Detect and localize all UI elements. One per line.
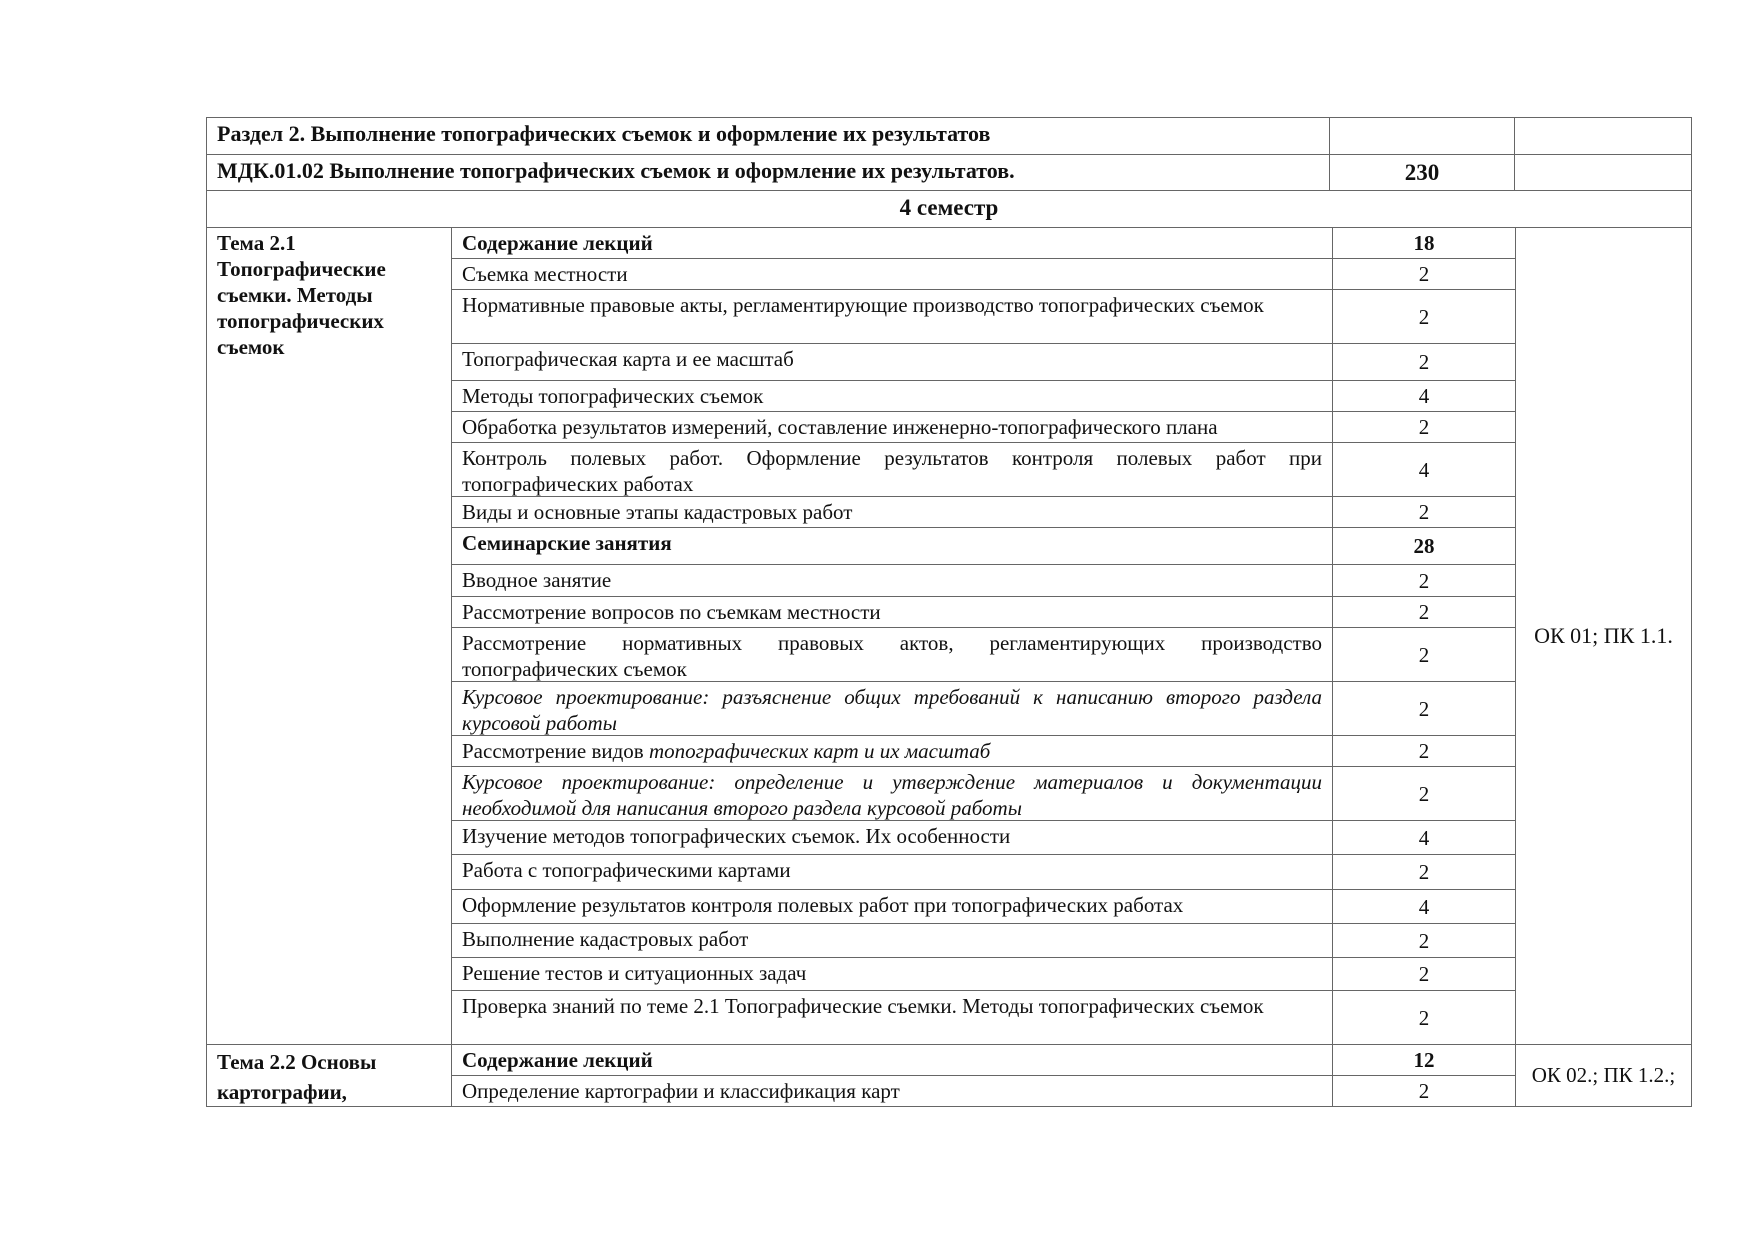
topic-2-2-lecture-item: Определение картографии и классификация карт [451, 1075, 1333, 1107]
lecture-item: Нормативные правовые акты, регламентирующие производство топографических съемок [451, 289, 1333, 344]
seminar-item: Проверка знаний по теме 2.1 Топографические съемки. Методы топографических съемок [451, 990, 1333, 1045]
lecture-item: Методы топографических съемок [451, 380, 1333, 412]
lecture-item-hours: 2 [1332, 411, 1516, 443]
seminar-item: Курсовое проектирование: определение и утверждение материалов и документации необходимой для написания второго раздела курсовой работы [451, 766, 1333, 821]
lecture-item-hours: 4 [1332, 380, 1516, 412]
seminar-item-hours: 2 [1332, 627, 1516, 682]
seminar-item-hours: 4 [1332, 889, 1516, 924]
seminar-item: Курсовое проектирование: разъяснение общих требований к написанию второго раздела курсовой работы [451, 681, 1333, 736]
seminar-item-hours: 2 [1332, 596, 1516, 628]
lecture-item: Обработка результатов измерений, составление инженерно-топографического плана [451, 411, 1333, 443]
section-row [207, 118, 1692, 155]
lecture-item: Съемка местности [451, 258, 1333, 290]
lecture-item: Виды и основные этапы кадастровых работ [451, 496, 1333, 528]
seminar-item [451, 735, 1333, 767]
lecture-item-hours: 2 [1332, 258, 1516, 290]
seminar-item-hours: 2 [1332, 766, 1516, 821]
seminar-item-text: Рассмотрение видов [462, 739, 649, 763]
topic-2-1-seminars-label-hours: 28 [1332, 527, 1516, 565]
topic-2-1-lectures-label-hours: 18 [1332, 227, 1516, 259]
seminar-item-hours: 2 [1332, 564, 1516, 597]
semester-row [207, 191, 1692, 228]
seminar-item-hours: 2 [1332, 854, 1516, 890]
seminar-item: Выполнение кадастровых работ [451, 923, 1333, 958]
seminar-item-hours: 4 [1332, 820, 1516, 855]
topic-2-1-lectures-label: Содержание лекций [451, 227, 1333, 259]
seminar-item: Изучение методов топографических съемок. Их особенности [451, 820, 1333, 855]
seminar-item-hours: 2 [1332, 735, 1516, 767]
seminar-item: Решение тестов и ситуационных задач [451, 957, 1333, 991]
seminar-item: Рассмотрение вопросов по съемкам местности [451, 596, 1333, 628]
seminar-item: Вводное занятие [451, 564, 1333, 597]
mdk-competency-cell [1514, 154, 1692, 191]
topic-2-2-competencies: ОК 02.; ПК 1.2.; [1515, 1044, 1692, 1107]
seminar-item-hours: 2 [1332, 923, 1516, 958]
topic-2-1-title: Тема 2.1 Топографические съемки. Методы топографических съемок [206, 227, 452, 1045]
section-hours-cell [1329, 117, 1515, 155]
topic-2-2-lectures-label: Содержание лекций [451, 1044, 1333, 1076]
seminar-item: Работа с топографическими картами [451, 854, 1333, 890]
seminar-item-hours: 2 [1332, 990, 1516, 1045]
seminar-item-hours: 2 [1332, 957, 1516, 991]
topic-2-2-lectures-hours: 12 [1332, 1044, 1516, 1076]
seminar-item: Рассмотрение нормативных правовых актов, регламентирующих производство топографических съемок [451, 627, 1333, 682]
topic-2-2-lecture-item-hours: 2 [1332, 1075, 1516, 1107]
lecture-item-hours: 2 [1332, 496, 1516, 528]
topic-2-1-seminars-label: Семинарские занятия [451, 527, 1333, 565]
mdk-row [207, 155, 1692, 191]
mdk-title: МДК.01.02 Выполнение топографических съемок и оформление их результатов. [206, 154, 1330, 191]
lecture-item-hours: 4 [1332, 442, 1516, 497]
seminar-item: Оформление результатов контроля полевых работ при топографических работах [451, 889, 1333, 924]
section-competency-cell [1514, 117, 1692, 155]
lecture-item: Контроль полевых работ. Оформление результатов контроля полевых работ при топографических работах [451, 442, 1333, 497]
lecture-item-hours: 2 [1332, 289, 1516, 344]
section-title: Раздел 2. Выполнение топографических съемок и оформление их результатов [206, 117, 1330, 155]
seminar-item-text-italic: топографических карт и их масштаб [648, 739, 991, 763]
topic-2-1-competencies: ОК 01; ПК 1.1. [1515, 227, 1692, 1045]
semester-label: 4 семестр [206, 190, 1692, 228]
mdk-hours: 230 [1329, 154, 1515, 191]
lecture-item-hours: 2 [1332, 343, 1516, 381]
topic-2-2-title: Тема 2.2 Основы картографии, [206, 1044, 452, 1107]
seminar-item-hours: 2 [1332, 681, 1516, 736]
lecture-item: Топографическая карта и ее масштаб [451, 343, 1333, 381]
